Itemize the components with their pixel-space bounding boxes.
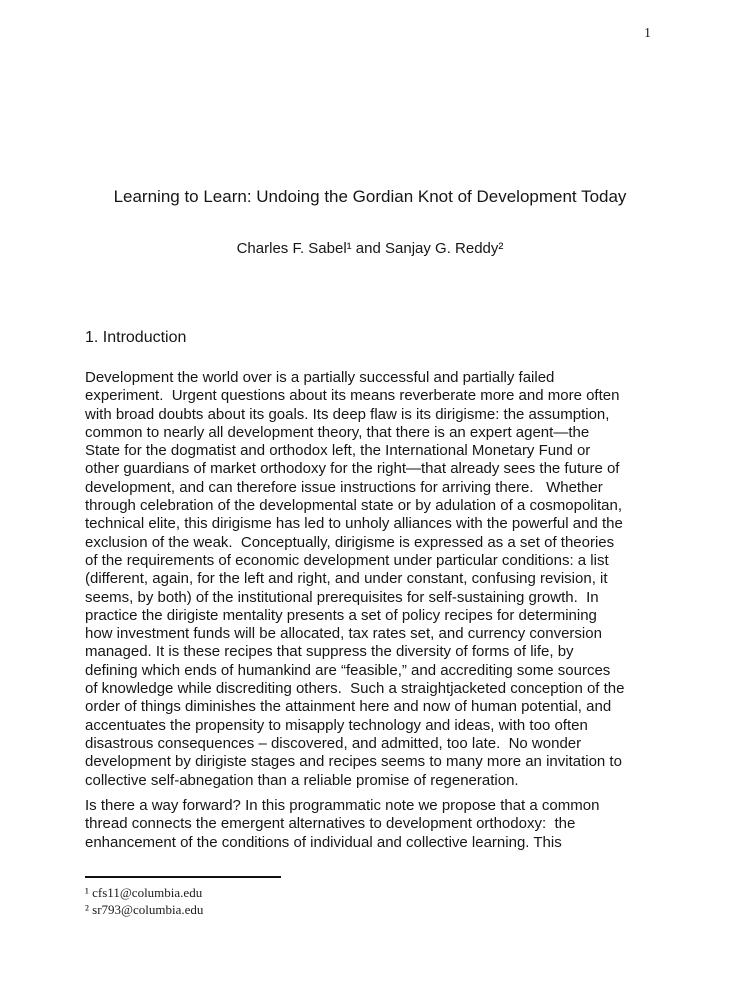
text-line: accentuates the propensity to misapply technology and ideas, with too often xyxy=(85,716,588,734)
text-line: through celebration of the developmental state or by adulation of a cosmopolitan, xyxy=(85,497,623,515)
text-line: Development the world over is a partially successful and partially failed xyxy=(85,369,555,386)
text-line: how investment funds will be allocated, tax rates set, and currency conversion xyxy=(85,625,602,643)
text-line: experiment. Urgent questions about its means reverberate more and more often xyxy=(85,387,620,405)
text-line: order of things diminishes the attainment here and now of human potential, and xyxy=(85,698,612,716)
footnote-author1-email: ¹ cfs11@columbia.edu xyxy=(85,885,203,900)
text-line: technical elite, this dirigisme has led to unholy alliances with the powerful and the xyxy=(85,515,623,533)
text-line: practice the dirigiste mentality presents a set of policy recipes for determining xyxy=(85,606,597,624)
text-line: enhancement of the conditions of individual and collective learning. This xyxy=(85,833,562,851)
footnote-author2-email: ² sr793@columbia.edu xyxy=(85,902,204,917)
text-line: exclusion of the weak. Conceptually, dirigisme is expressed as a set of theories xyxy=(85,533,615,551)
text-line: development, and can therefore issue instructions for arriving there. Whether xyxy=(85,478,603,496)
text-line: with broad doubts about its goals. Its deep flaw is its dirigisme: the assumption, xyxy=(85,405,610,423)
paper-title: Learning to Learn: Undoing the Gordian Knot of Development Today xyxy=(113,187,627,206)
text-line: collective self-abnegation than a reliable promise of regeneration. xyxy=(85,771,519,789)
text-line: of the requirements of economic development under particular conditions: a list xyxy=(85,551,609,569)
paragraph-way-forward xyxy=(85,797,599,852)
text-line: of knowledge while discrediting others. Such a straightjacketed conception of the xyxy=(85,680,625,698)
text-line: Is there a way forward? In this programmatic note we propose that a common xyxy=(85,797,600,814)
text-line: State for the dogmatist and orthodox left, the International Monetary Fund or xyxy=(85,442,591,460)
text-line: thread connects the emergent alternatives to development orthodoxy: the xyxy=(85,815,576,833)
text-line: defining which ends of humankind are “feasible,” and accrediting some sources xyxy=(85,661,611,679)
paragraph-introduction xyxy=(85,369,625,790)
text-line: disastrous consequences – discovered, and admitted, too late. No wonder xyxy=(85,734,582,752)
page-number: 1 xyxy=(644,26,651,41)
section-heading: 1. Introduction xyxy=(85,329,187,346)
text-line: seems, by both) of the institutional prerequisites for self-sustaining growth. In xyxy=(85,588,599,606)
footnote-separator-rule xyxy=(85,876,281,878)
text-line: (different, again, for the left and right, and under constant, confusing revision, it xyxy=(85,570,608,588)
text-line: development by dirigiste stages and recipes seems to many more an invitation to xyxy=(85,753,622,771)
text-line: other guardians of market orthodoxy for the right—that already sees the future of xyxy=(85,460,620,478)
text-line: managed. It is these recipes that suppress the diversity of forms of life, by xyxy=(85,643,574,661)
authors-line: Charles F. Sabel¹ and Sanjay G. Reddy² xyxy=(236,240,504,257)
text-line: common to nearly all development theory, that there is an expert agent—the xyxy=(85,423,590,441)
